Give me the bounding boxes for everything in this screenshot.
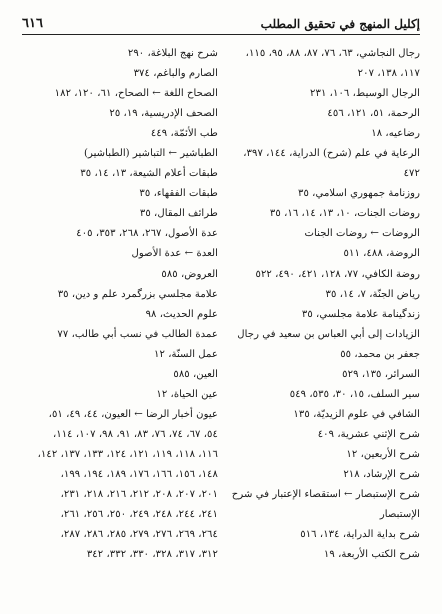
index-entry: عين الحياة، ١٢ — [156, 388, 218, 400]
index-entry: عيون أخبار الرضا ← العيون، ٤٤، ٤٩، ٥١، — [48, 408, 218, 420]
index-entry: عمدة الطالب في نسب أبي طالب، ٧٧ — [57, 328, 218, 340]
index-entry: ٤٧٢ — [403, 168, 420, 180]
index-entry: شرح الإستبصار ← استقصاء الإعتبار في شرح — [231, 489, 420, 501]
index-entry: الصارم والباغم، ٣٧٤ — [133, 68, 218, 80]
index-entry: علامة مجلسي بزرگمرد علم و دين، ٣٥ — [57, 288, 218, 300]
index-entry: ٣١٢، ٣١٧، ٣٢٨، ٣٣٠، ٣٣٢، ٣٤٢ — [86, 549, 218, 561]
page-number: ٦١٦ — [22, 16, 43, 31]
index-entry: شرح نهج البلاغة، ٢٩٠ — [127, 48, 218, 59]
index-entry: زندگينامة علامة مجلسي، ٣٥ — [301, 308, 420, 320]
index-entry: عمل السنّة، ١٢ — [154, 348, 218, 360]
index-entry: روزنامة جمهوري اسلامي، ٣٥ — [297, 188, 420, 200]
index-entry: روضات الجنات، ١٠، ١٣، ١٤، ١٦، ٣٥ — [269, 208, 420, 220]
index-entry: السرائر، ١٣٥، ٥٢٩ — [342, 368, 420, 380]
index-entry: ١١٧، ١٣٨، ٢٠٧ — [357, 68, 420, 80]
index-column-right — [224, 44, 420, 565]
index-entry: ٢٤١، ٢٤٤، ٢٤٨، ٢٤٩، ٢٥٠، ٢٥٦، ٢٦١، — [60, 509, 218, 521]
index-entry: ٢٠١، ٢٠٧، ٢٠٨، ٢١٢، ٢١٦، ٢١٨، ٢٣١، — [60, 489, 218, 501]
index-entry: ١٤٨، ١٥٦، ١٦٦، ١٧٦، ١٨٩، ١٩٤، ١٩٩، — [60, 468, 218, 480]
index-entry: روضة الكافي، ٧٧، ١٢٨، ٤٢١، ٤٩٠، ٥٢٢ — [255, 268, 420, 280]
index-entry: شرح بداية الدراية، ١٣٤، ٥١٦ — [300, 529, 420, 541]
index-entry: جعفر بن محمد، ٥٥ — [340, 348, 420, 360]
index-entry: رضاعيه، ١٨ — [371, 128, 420, 140]
index-entry: العدة ← عدة الأصول — [131, 248, 218, 260]
index-entry: شرح الإثني عشرية، ٤٠٩ — [317, 428, 420, 440]
index-entry: الصحاح اللغة ← الصحاح، ٦١، ١٢٠، ١٨٢ — [54, 88, 218, 100]
index-entry: الشافي في علوم الزيديّة، ١٣٥ — [293, 408, 420, 420]
index-entry: شرح الأربعين، ١٢ — [346, 448, 420, 460]
index-entry: الإستبصار — [379, 509, 420, 521]
index-entry: الرحمة، ٥١، ١٢١، ٤٥٦ — [327, 108, 420, 120]
index-entry: الزيادات إلى أبي العباس بن سعيد في رجال — [237, 328, 420, 340]
index-column-left — [22, 44, 218, 565]
index-entry: الصحف الإدريسية، ١٩، ٢٥ — [109, 108, 218, 120]
index-entry: طبقات الفقهاء، ٣٥ — [139, 188, 218, 200]
index-entry: علوم الحديث، ٩٨ — [145, 308, 218, 320]
index-entry: شرح الكتب الأربعة، ١٩ — [323, 549, 420, 561]
index-entry: شرح الإرشاد، ٢١٨ — [343, 468, 420, 480]
page-header — [22, 8, 420, 35]
index-entry: الروضة، ٤٨٨، ٥١١ — [343, 248, 420, 260]
index-entry: ٢٦٤، ٢٦٩، ٢٧٦، ٢٧٩، ٢٨٥، ٢٨٦، ٢٨٧، — [60, 529, 218, 541]
index-entry: العروض، ٥٨٥ — [161, 268, 218, 280]
index-entry: رياض الجنّة، ٧، ١٤، ٣٥ — [325, 288, 420, 300]
index-entry: الطباشير ← التباشير (الطباشير) — [83, 148, 218, 160]
index-entry: الرجال الوسيط، ١٠٦، ٢٣١ — [310, 88, 420, 100]
index-entry: سير السلف، ١٥، ٣٠، ٥٣٥، ٥٤٩ — [289, 388, 420, 400]
index-entry: رجال النجاشي، ٦٣، ٧٦، ٨٧، ٨٨، ٩٥، ١١٥، — [245, 48, 420, 59]
index-entry: الرعاية في علم (شرح) الدراية، ١٤٤، ٣٩٧، — [243, 148, 420, 160]
index-entry: الروضات ← روضات الجنات — [304, 228, 420, 240]
index-entry: طب الأئمّة، ٤٤٩ — [150, 128, 218, 140]
index-entry: عدة الأصول، ٢٦٧، ٢٦٨، ٣٥٣، ٤٠٥ — [76, 228, 218, 240]
index-entry: طبقات أعلام الشيعة، ١٣، ١٤، ٣٥ — [80, 168, 218, 180]
index-entry: العين، ٥٨٥ — [173, 368, 218, 380]
index-entry: ١١٦، ١١٨، ١١٩، ١٢١، ١٢٤، ١٣٣، ١٣٧، ١٤٢، — [37, 448, 218, 460]
index-entry: طرائف المقال، ٣٥ — [139, 208, 218, 220]
index-entry: ٥٤، ٦٧، ٧٤، ٧٦، ٨٣، ٩١، ٩٨، ١٠٧، ١١٤، — [52, 428, 218, 440]
running-title: إكليل المنهج في تحقيق المطلب — [260, 17, 420, 31]
